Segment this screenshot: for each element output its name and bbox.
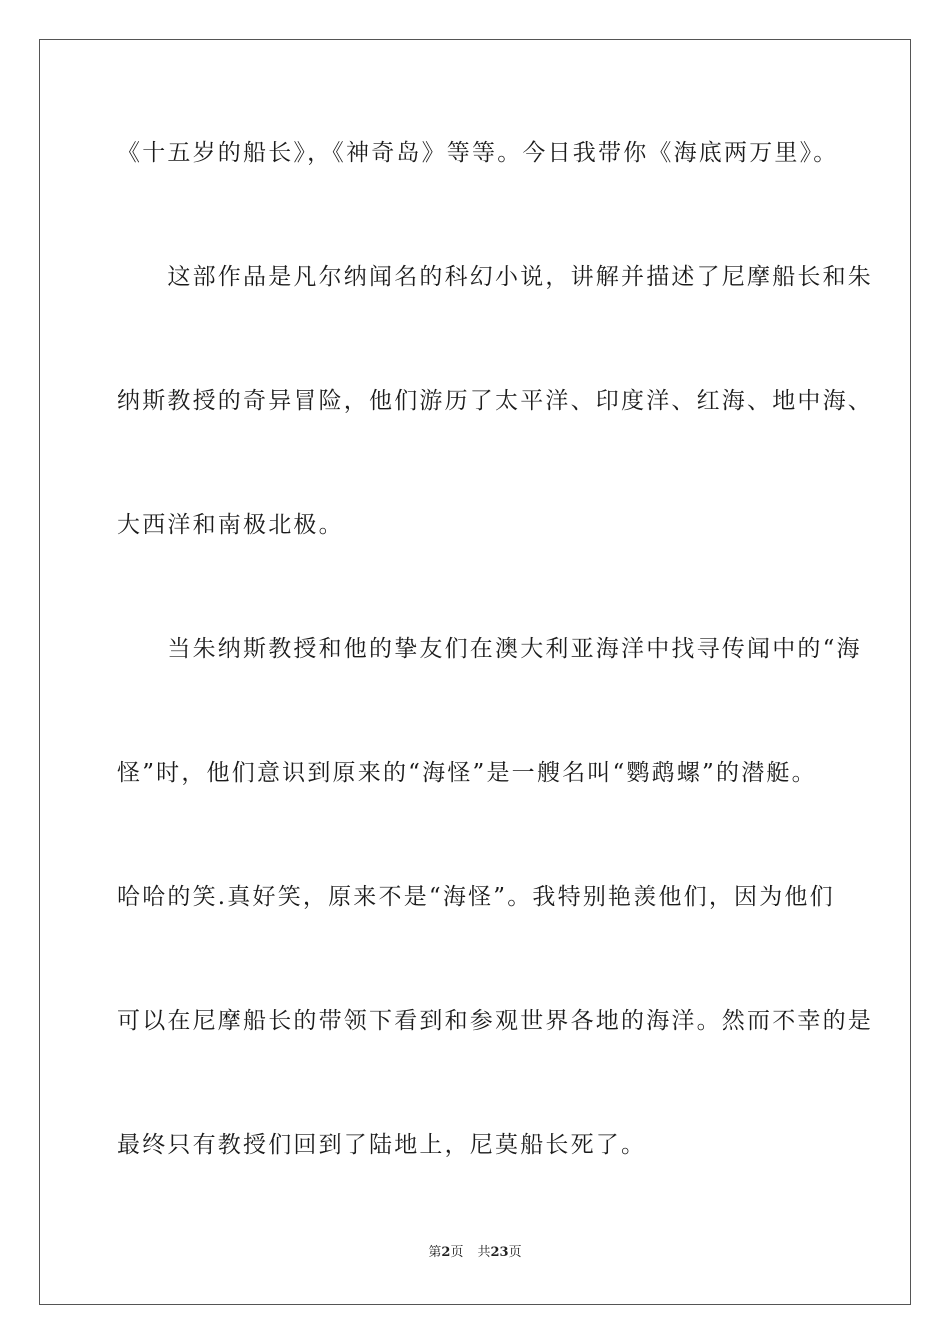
text-line-5: 当朱纳斯教授和他的挚友们在澳大利亚海洋中找寻传闻中的“海 (117, 636, 862, 662)
total-suffix: 页 (508, 1245, 522, 1260)
text-line-4: 大西洋和南极北极。 (117, 512, 344, 538)
text-line-8: 可以在尼摩船长的带领下看到和参观世界各地的海洋。然而不幸的是 (117, 1008, 873, 1034)
total-prefix: 共 (477, 1245, 491, 1260)
text-line-9: 最终只有教授们回到了陆地上，尼莫船长死了。 (117, 1132, 647, 1158)
text-line-7: 哈哈的笑.真好笑，原来不是“海怪”。我特别艳羡他们，因为他们 (117, 884, 835, 910)
text-line-3: 纳斯教授的奇异冒险，他们游历了太平洋、印度洋、红海、地中海、 (117, 388, 873, 414)
text-line-6: 怪”时，他们意识到原来的“海怪”是一艘名叫“鹦鹉螺”的潜艇。 (117, 760, 817, 786)
total-pages: 23 (490, 1245, 509, 1260)
page-suffix: 页 (450, 1245, 464, 1260)
page-border (39, 39, 911, 1305)
page-prefix: 第 (428, 1245, 442, 1260)
page-footer (0, 1244, 950, 1262)
text-line-1: 《十五岁的船长》，《神奇岛》等等。今日我带你《海底两万里》。 (117, 140, 839, 166)
text-line-2: 这部作品是凡尔纳闻名的科幻小说，讲解并描述了尼摩船长和朱 (117, 264, 873, 290)
page-number: 2 (441, 1245, 451, 1260)
